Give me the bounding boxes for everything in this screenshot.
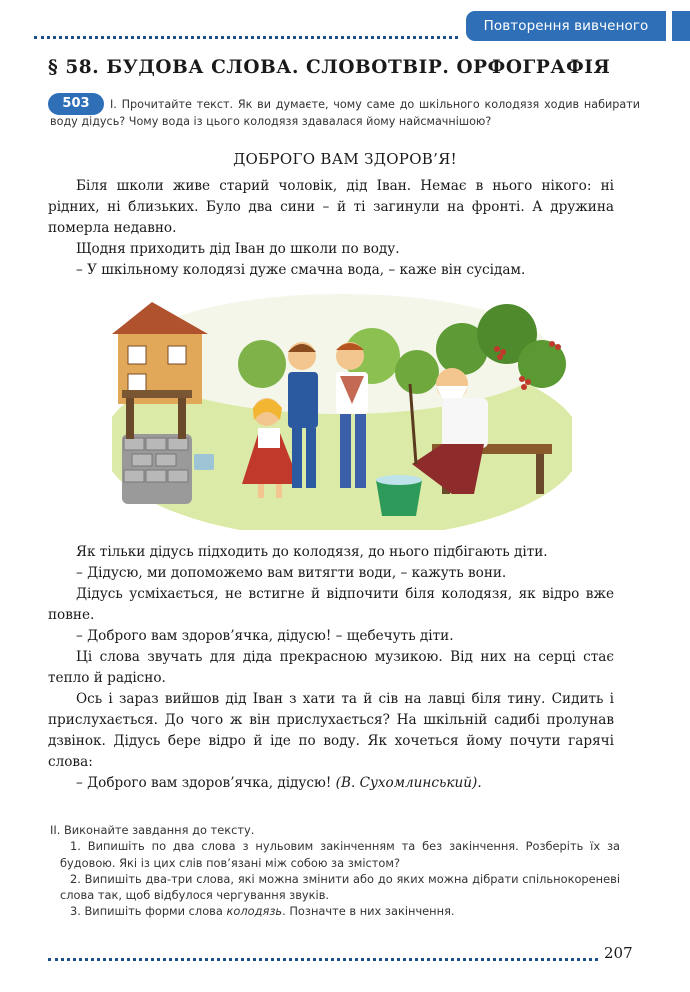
story-paragraph: Дідусь усміхається, не встигне й відпочити біля колодязя, як відро вже повне. <box>48 586 614 623</box>
story-paragraph: Щодня приходить дід Іван до школи по воду. <box>76 241 400 257</box>
story-illustration <box>112 294 572 530</box>
story-paragraph: Як тільки дідусь підходить до колодязя, до нього підбігають діти. <box>76 544 548 560</box>
task-item-1: 1. Випишіть по два слова з нульовим закінченням та без закінчення. Розберіть їх за будовою. Які із цих слів пов’язані між собою за змістом? <box>60 839 620 870</box>
exercise-intro: I. Прочитайте текст. Як ви думаєте, чому саме до шкільного колодязя ходив набирати воду дідусь? Чому вода із цього колодязя здавалася йому найсмачнішою? <box>50 98 640 128</box>
task-item-3-word: колодязь <box>226 904 283 919</box>
final-quote: – Доброго вам здоров’ячка, дідусю! <box>76 775 332 791</box>
section-tab: Повторення вивченого <box>466 11 666 41</box>
author-attribution: (В. Сухомлинський). <box>335 775 482 791</box>
header-dotted-rule <box>34 36 458 39</box>
tasks-block <box>50 822 620 920</box>
story-title: ДОБРОГО ВАМ ЗДОРОВ’Я! <box>233 150 457 168</box>
exercise-number-badge: 503 <box>48 93 104 115</box>
story-paragraph: Ось і зараз вийшов дід Іван з хати та й сів на лавці біля тину. Сидить і прислухається. До чого ж він прислухається? На шкільній садибі пролунав дзвінок. Дідусь бере відро й іде по воду. Як хочеться йому почути гарячі слова: <box>48 691 614 770</box>
page-title: § 58. БУДОВА СЛОВА. СЛОВОТВІР. ОРФОГРАФІЯ <box>48 57 611 78</box>
story-part-2 <box>48 542 614 794</box>
story-paragraph: – У шкільному колодязі дуже смачна вода, – каже він сусідам. <box>76 262 526 278</box>
bucket-icon <box>376 475 422 516</box>
story-final-line <box>48 773 614 794</box>
story-paragraph: Біля школи живе старий чоловік, дід Іван. Немає в нього нікого: ні рідних, ні близьких. Було два сини – й ті загинули на фронті. А дружина померла недавно. <box>48 178 614 236</box>
story-paragraph: – Доброго вам здоров’ячка, дідусю! – щебечуть діти. <box>76 628 454 644</box>
story-paragraph: Ці слова звучать для діда прекрасною музикою. Від них на серці стає тепло й радісно. <box>48 649 614 686</box>
tasks-heading: II. Виконайте завдання до тексту. <box>50 823 255 837</box>
task-item-2: 2. Випишіть два-три слова, які можна змінити або до яких можна дібрати спільнокореневі слова так, щоб відбулося чергування звуків. <box>60 871 620 903</box>
footer-dotted-rule <box>48 958 598 961</box>
story-paragraph: – Дідусю, ми допоможемо вам витягти води, – кажуть вони. <box>76 565 507 581</box>
section-tab-edge <box>672 11 690 41</box>
story-part-1 <box>48 176 614 281</box>
page-number: 207 <box>604 944 633 962</box>
task-item-3: 3. Випишіть форми слова колодязь. Позначте в них закінчення. <box>70 904 455 919</box>
